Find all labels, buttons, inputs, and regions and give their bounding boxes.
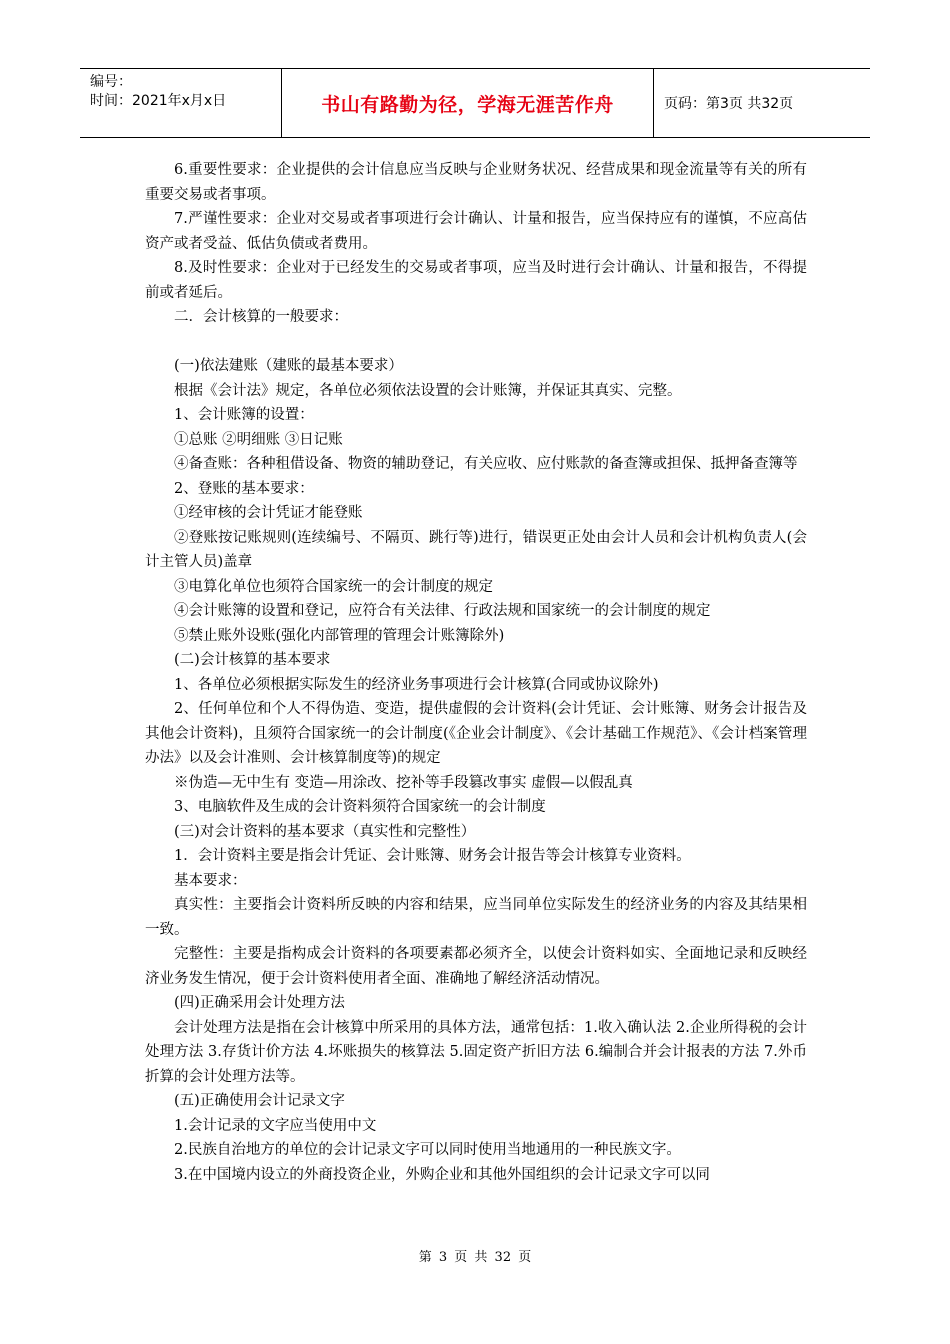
header-page-code: 页码：第3页 共32页 <box>664 96 794 112</box>
paragraph: ※伪造—无中生有 变造—用涂改、挖补等手段篡改事实 虚假—以假乱真 <box>174 774 633 791</box>
subsection-heading: (五)正确使用会计记录文字 <box>174 1093 345 1109</box>
subsection-heading: (四)正确采用会计处理方法 <box>174 995 345 1011</box>
paragraph: ④备查账：各种租借设备、物资的辅助登记，有关应收、应付账款的备查簿或担保、抵押备查簿等 <box>174 456 798 472</box>
section-heading: 二．会计核算的一般要求： <box>174 309 348 325</box>
paragraph: 2.民族自治地方的单位的会计记录文字可以同时使用当地通用的一种民族文字。 <box>174 1142 681 1158</box>
paragraph: ④会计账簿的设置和登记，应符合有关法律、行政法规和国家统一的会计制度的规定 <box>174 603 711 619</box>
paragraph: ②登账按记账规则(连续编号、不隔页、跳行等)进行，错误更正处由会计人员和会计机构负责人(会计主管人员)盖章 <box>145 529 807 570</box>
paragraph: 3、电脑软件及生成的会计资料须符合国家统一的会计制度 <box>174 799 546 815</box>
paragraph: 8.及时性要求：企业对于已经发生的交易或者事项，应当及时进行会计确认、计量和报告，不得提前或者延后。 <box>145 260 807 301</box>
paragraph: 2、任何单位和个人不得伪造、变造，提供虚假的会计资料(会计凭证、会计账簿、财务会计报告及其他会计资料)，且须符合国家统一的会计制度(《企业会计制度》、《会计基础工作规范》、《会计档案管理办法》以及会计准则、会计核算制度等)的规定 <box>145 701 807 766</box>
blank-line <box>145 330 807 355</box>
header-motto: 书山有路勤为径，学海无涯苦作舟 <box>282 69 654 137</box>
paragraph: ①经审核的会计凭证才能登账 <box>174 505 363 521</box>
paragraph: 1.会计记录的文字应当使用中文 <box>174 1117 377 1134</box>
paragraph: 7.严谨性要求：企业对交易或者事项进行会计确认、计量和报告，应当保持应有的谨慎，不应高估资产或者受益、低估负债或者费用。 <box>145 211 807 252</box>
paragraph: 1．会计资料主要是指会计凭证、会计账簿、财务会计报告等会计核算专业资料。 <box>174 848 691 864</box>
paragraph: ③电算化单位也须符合国家统一的会计制度的规定 <box>174 578 493 595</box>
paragraph: 完整性：主要是指构成会计资料的各项要素都必须齐全，以使会计资料如实、全面地记录和反映经济业务发生情况，便于会计资料使用者全面、准确地了解经济活动情况。 <box>145 946 807 987</box>
document-time-label: 时间：2021年x月x日 <box>90 93 227 109</box>
paragraph: ⑤禁止账外设账(强化内部管理的管理会计账簿除外) <box>174 627 505 644</box>
paragraph: 1、各单位必须根据实际发生的经济业务事项进行会计核算(合同或协议除外) <box>174 676 659 693</box>
paragraph: 会计处理方法是指在会计核算中所采用的具体方法，通常包括：1.收入确认法 2.企业所得税的会计处理方法 3.存货计价方法 4.坏账损失的核算法 5.固定资产折旧方法 6.编制合并会计报表的方法 7.外币折算的会计处理方法等。 <box>145 1019 807 1085</box>
paragraph: 2、登账的基本要求： <box>174 480 314 497</box>
subsection-heading: (二)会计核算的基本要求 <box>174 652 331 668</box>
paragraph: 真实性：主要指会计资料所反映的内容和结果，应当同单位实际发生的经济业务的内容及其结果相一致。 <box>145 897 807 938</box>
document-number-label: 编号： <box>90 74 132 90</box>
subsection-heading: (一)依法建账（建账的最基本要求） <box>174 358 403 374</box>
paragraph: ①总账 ②明细账 ③日记账 <box>174 431 343 448</box>
paragraph: 3.在中国境内设立的外商投资企业，外购企业和其他外国组织的会计记录文字可以同 <box>174 1166 710 1183</box>
page-header <box>80 68 870 138</box>
subsection-heading: (三)对会计资料的基本要求（真实性和完整性） <box>174 823 476 840</box>
paragraph: 1、会计账簿的设置： <box>174 407 314 423</box>
paragraph: 根据《会计法》规定，各单位必须依法设置的会计账簿，并保证其真实、完整。 <box>174 382 682 399</box>
header-meta <box>80 69 282 137</box>
paragraph: 基本要求： <box>174 872 247 889</box>
document-body <box>145 158 807 1187</box>
page-footer: 第 3 页 共 32 页 <box>418 1250 532 1265</box>
paragraph: 6.重要性要求：企业提供的会计信息应当反映与企业财务状况、经营成果和现金流量等有关的所有重要交易或者事项。 <box>145 162 807 203</box>
